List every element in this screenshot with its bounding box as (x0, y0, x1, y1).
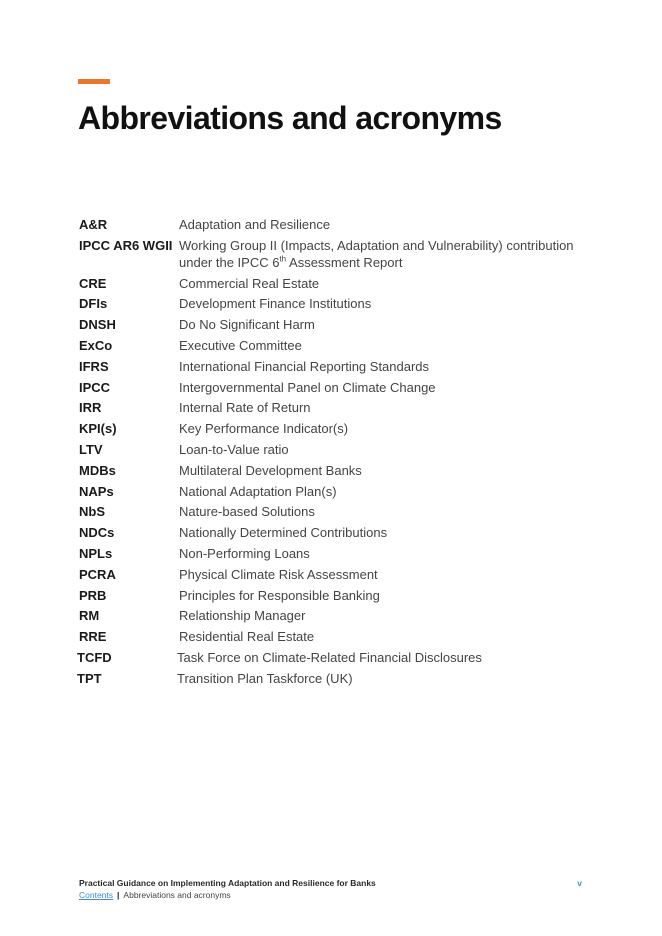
abbreviation-definition: International Financial Reporting Standards (179, 358, 430, 374)
abbreviation-term: IFRS (79, 358, 109, 374)
abbreviation-term: TCFD (77, 649, 112, 665)
accent-bar (78, 79, 110, 84)
abbreviation-definition: Key Performance Indicator(s) (179, 421, 349, 437)
list-item (79, 524, 599, 541)
list-item (79, 462, 599, 479)
list-item (79, 607, 599, 624)
page-title: Abbreviations and acronyms (78, 100, 502, 136)
abbreviation-definition: Non-Performing Loans (179, 545, 310, 561)
list-item (79, 316, 599, 333)
abbreviation-term: PCRA (79, 566, 116, 582)
abbreviation-definition: Intergovernmental Panel on Climate Change (179, 379, 436, 395)
abbreviation-definition: Nationally Determined Contributions (179, 525, 388, 541)
abbreviation-term: NPLs (79, 545, 113, 561)
abbreviation-definition: National Adaptation Plan(s) (179, 483, 337, 499)
page-footer (79, 878, 582, 900)
abbreviation-term: IPCC AR6 WGII (79, 237, 173, 253)
abbreviation-term: IRR (79, 400, 102, 416)
abbreviation-term: ExCo (79, 337, 113, 353)
list-item (77, 670, 599, 687)
abbreviation-definition: Residential Real Estate (179, 629, 315, 645)
abbreviation-term: DFIs (79, 296, 108, 312)
list-item (79, 503, 599, 520)
list-item (77, 649, 599, 666)
abbreviation-definition: Multilateral Development Banks (179, 462, 362, 478)
abbreviation-definition: Nature-based Solutions (179, 504, 315, 520)
abbreviations-list (79, 216, 599, 691)
list-item (79, 628, 599, 645)
list-item (79, 483, 599, 500)
abbreviation-definition: Development Finance Institutions (179, 296, 372, 312)
list-item (79, 587, 599, 604)
list-item (79, 566, 599, 583)
abbreviation-term: NAPs (79, 483, 114, 499)
abbreviation-definition: Loan-to-Value ratio (179, 441, 289, 457)
list-item (79, 337, 599, 354)
abbreviation-definition: Do No Significant Harm (179, 317, 315, 333)
definition-text: Working Group II (Impacts, Adaptation and Vulnerability) contribution under the IPCC 6 (179, 237, 574, 270)
abbreviation-term: KPI(s) (79, 421, 117, 437)
abbreviation-term: DNSH (79, 317, 116, 333)
list-item (79, 216, 599, 233)
breadcrumb-separator: | (117, 890, 120, 900)
abbreviation-term: LTV (79, 441, 103, 457)
superscript-suffix: th (279, 254, 287, 264)
abbreviation-definition: Transition Plan Taskforce (UK) (177, 670, 353, 686)
abbreviation-definition: Principles for Responsible Banking (179, 587, 380, 603)
list-item (79, 420, 599, 437)
abbreviation-term: MDBs (79, 462, 116, 478)
abbreviation-term: IPCC (79, 379, 111, 395)
abbreviation-term: TPT (77, 670, 102, 686)
abbreviation-term: PRB (79, 587, 107, 603)
abbreviation-definition: Internal Rate of Return (179, 400, 311, 416)
abbreviation-definition: Relationship Manager (179, 608, 306, 624)
abbreviation-definition: Commercial Real Estate (179, 275, 320, 291)
list-item (79, 237, 599, 271)
abbreviation-term: NDCs (79, 525, 115, 541)
abbreviation-term: RRE (79, 629, 107, 645)
definition-text: Assessment Report (286, 254, 403, 270)
abbreviation-term: RM (79, 608, 100, 624)
abbreviation-definition: Physical Climate Risk Assessment (179, 566, 378, 582)
footer-document-title: Practical Guidance on Implementing Adaptation and Resilience for Banks (79, 878, 376, 888)
list-item (79, 545, 599, 562)
list-item (79, 441, 599, 458)
list-item (79, 399, 599, 416)
list-item (79, 379, 599, 396)
abbreviation-term: CRE (79, 275, 107, 291)
abbreviation-definition: Executive Committee (179, 337, 302, 353)
footer-section-name: Abbreviations and acronyms (123, 890, 231, 900)
list-item (79, 275, 599, 292)
list-item (79, 295, 599, 312)
abbreviation-term: A&R (79, 217, 108, 232)
abbreviation-definition: Task Force on Climate-Related Financial Disclosures (177, 649, 482, 665)
abbreviation-term: NbS (79, 504, 105, 520)
page-number: v (577, 878, 582, 888)
footer-breadcrumb (79, 890, 582, 900)
list-item (79, 358, 599, 375)
abbreviation-definition (179, 237, 599, 271)
abbreviation-definition: Adaptation and Resilience (179, 217, 331, 232)
contents-link[interactable]: Contents (79, 890, 114, 900)
